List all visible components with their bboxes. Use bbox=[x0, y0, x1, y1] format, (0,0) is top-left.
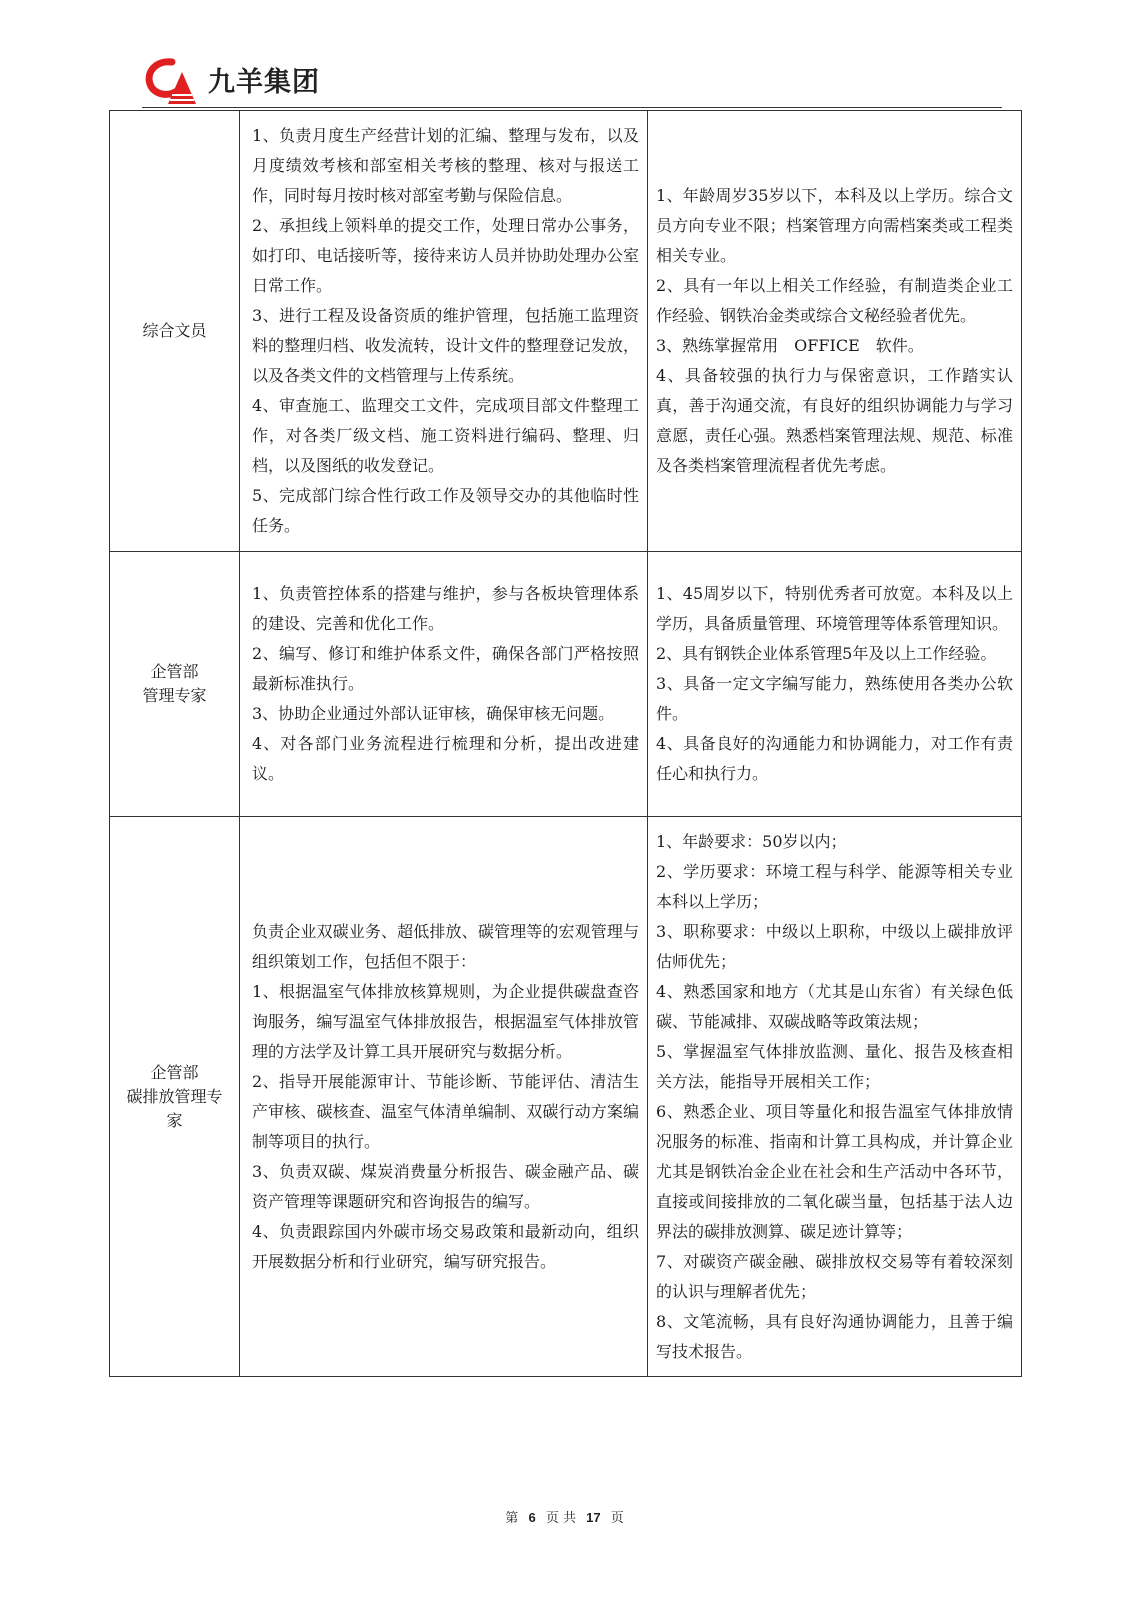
table-row bbox=[110, 817, 1022, 1377]
duty-item: 3、进行工程及设备资质的维护管理，包括施工监理资料的整理归档、收发流转，设计文件的整理登记发放，以及各类文件的文档管理与上传系统。 bbox=[252, 306, 639, 385]
page-header bbox=[142, 50, 1002, 108]
requirement-item: 4、具备良好的沟通能力和协调能力，对工作有责任心和执行力。 bbox=[656, 734, 1013, 783]
duty-item: 4、审查施工、监理交工文件，完成项目部文件整理工作，对各类厂级文档、施工资料进行编码、整理、归档，以及图纸的收发登记。 bbox=[252, 396, 639, 475]
requirement-item: 2、具有一年以上相关工作经验，有制造类企业工作经验、钢铁冶金类或综合文秘经验者优先。 bbox=[656, 276, 1013, 325]
footer-prefix: 第 bbox=[505, 1511, 519, 1526]
table-row bbox=[110, 111, 1022, 552]
duty-item: 3、协助企业通过外部认证审核，确保审核无问题。 bbox=[252, 704, 615, 723]
brand-name: 九羊集团 bbox=[208, 67, 320, 98]
duty-item: 2、承担线上领料单的提交工作，处理日常办公事务，如打印、电话接听等，接待来访人员并协助处理办公室日常工作。 bbox=[252, 216, 639, 295]
duties-cell bbox=[240, 111, 648, 552]
requirement-item: 3、具备一定文字编写能力，熟练使用各类办公软件。 bbox=[656, 674, 1013, 723]
requirement-item: 1、年龄周岁35岁以下，本科及以上学历。综合文员方向专业不限；档案管理方向需档案类或工程类相关专业。 bbox=[656, 186, 1013, 265]
role-cell bbox=[110, 817, 240, 1377]
role-title: 家 bbox=[166, 1110, 183, 1130]
requirements-cell bbox=[648, 111, 1022, 552]
requirement-item: 3、熟练掌握常用 OFFICE 软件。 bbox=[656, 336, 924, 355]
requirement-item: 4、熟悉国家和地方（尤其是山东省）有关绿色低碳、节能减排、双碳战略等政策法规； bbox=[656, 981, 1013, 1031]
page-footer bbox=[0, 1507, 1129, 1526]
duties-cell bbox=[240, 552, 648, 817]
duty-item: 2、编写、修订和维护体系文件，确保各部门严格按照最新标准执行。 bbox=[252, 644, 639, 693]
job-table bbox=[109, 110, 1022, 1377]
requirement-item: 5、掌握温室气体排放监测、量化、报告及核查相关方法，能指导开展相关工作； bbox=[656, 1041, 1013, 1091]
requirement-item: 2、学历要求：环境工程与科学、能源等相关专业本科以上学历； bbox=[656, 861, 1013, 911]
requirement-item: 2、具有钢铁企业体系管理5年及以上工作经验。 bbox=[656, 644, 997, 663]
duty-item: 1、负责管控体系的搭建与维护，参与各板块管理体系的建设、完善和优化工作。 bbox=[252, 584, 639, 633]
role-cell bbox=[110, 552, 240, 817]
duty-item: 1、根据温室气体排放核算规则，为企业提供碳盘查咨询服务，编写温室气体排放报告，根据温室气体排放管理的方法学及计算工具开展研究与数据分析。 bbox=[252, 981, 639, 1061]
duty-item: 5、完成部门综合性行政工作及领导交办的其他临时性任务。 bbox=[252, 486, 639, 535]
role-title: 企管部 bbox=[150, 1062, 199, 1082]
footer-middle: 页 共 bbox=[545, 1511, 576, 1526]
requirement-item: 6、熟悉企业、项目等量化和报告温室气体排放情况服务的标准、指南和计算工具构成，并计算企业尤其是钢铁冶金企业在社会和生产活动中各环节，直接或间接排放的二氧化碳当量，包括基于法人边界法的碳排放测算、碳足迹计算等； bbox=[656, 1101, 1013, 1241]
requirement-item: 3、职称要求：中级以上职称，中级以上碳排放评估师优先； bbox=[656, 921, 1013, 971]
requirement-item: 4、具备较强的执行力与保密意识，工作踏实认真，善于沟通交流，有良好的组织协调能力与学习意愿，责任心强。熟悉档案管理法规、规范、标准及各类档案管理流程者优先考虑。 bbox=[656, 366, 1013, 475]
role-cell bbox=[110, 111, 240, 552]
duty-item: 负责企业双碳业务、超低排放、碳管理等的宏观管理与组织策划工作，包括但不限于： bbox=[252, 921, 639, 971]
header-divider bbox=[142, 107, 1002, 108]
duties-cell bbox=[240, 817, 648, 1377]
requirements-cell bbox=[648, 817, 1022, 1377]
requirements-cell bbox=[648, 552, 1022, 817]
requirement-item: 1、45周岁以下，特别优秀者可放宽。本科及以上学历，具备质量管理、环境管理等体系管理知识。 bbox=[656, 584, 1013, 633]
duty-item: 4、对各部门业务流程进行梳理和分析，提出改进建议。 bbox=[252, 734, 639, 783]
role-title: 管理专家 bbox=[142, 686, 207, 705]
total-pages: 17 bbox=[586, 1510, 601, 1525]
page-number: 6 bbox=[528, 1510, 536, 1525]
duty-item: 1、负责月度生产经营计划的汇编、整理与发布，以及月度绩效考核和部室相关考核的整理、核对与报送工作，同时每月按时核对部室考勤与保险信息。 bbox=[252, 126, 639, 205]
role-title: 综合文员 bbox=[142, 321, 207, 340]
requirement-item: 7、对碳资产碳金融、碳排放权交易等有着较深刻的认识与理解者优先； bbox=[656, 1251, 1013, 1301]
requirement-item: 1、年龄要求：50岁以内； bbox=[656, 831, 847, 851]
footer-suffix: 页 bbox=[610, 1511, 624, 1526]
duty-item: 2、指导开展能源审计、节能诊断、节能评估、清洁生产审核、碳核查、温室气体清单编制、双碳行动方案编制等项目的执行。 bbox=[252, 1071, 639, 1151]
jiuyang-logo-icon bbox=[142, 54, 206, 106]
duty-item: 4、负责跟踪国内外碳市场交易政策和最新动向，组织开展数据分析和行业研究，编写研究报告。 bbox=[252, 1221, 639, 1271]
role-title: 企管部 bbox=[150, 662, 199, 681]
role-title: 碳排放管理专 bbox=[126, 1086, 223, 1106]
requirement-item: 8、文笔流畅，具有良好沟通协调能力，且善于编写技术报告。 bbox=[656, 1311, 1013, 1361]
table-row bbox=[110, 552, 1022, 817]
duty-item: 3、负责双碳、煤炭消费量分析报告、碳金融产品、碳资产管理等课题研究和咨询报告的编写。 bbox=[252, 1161, 639, 1211]
